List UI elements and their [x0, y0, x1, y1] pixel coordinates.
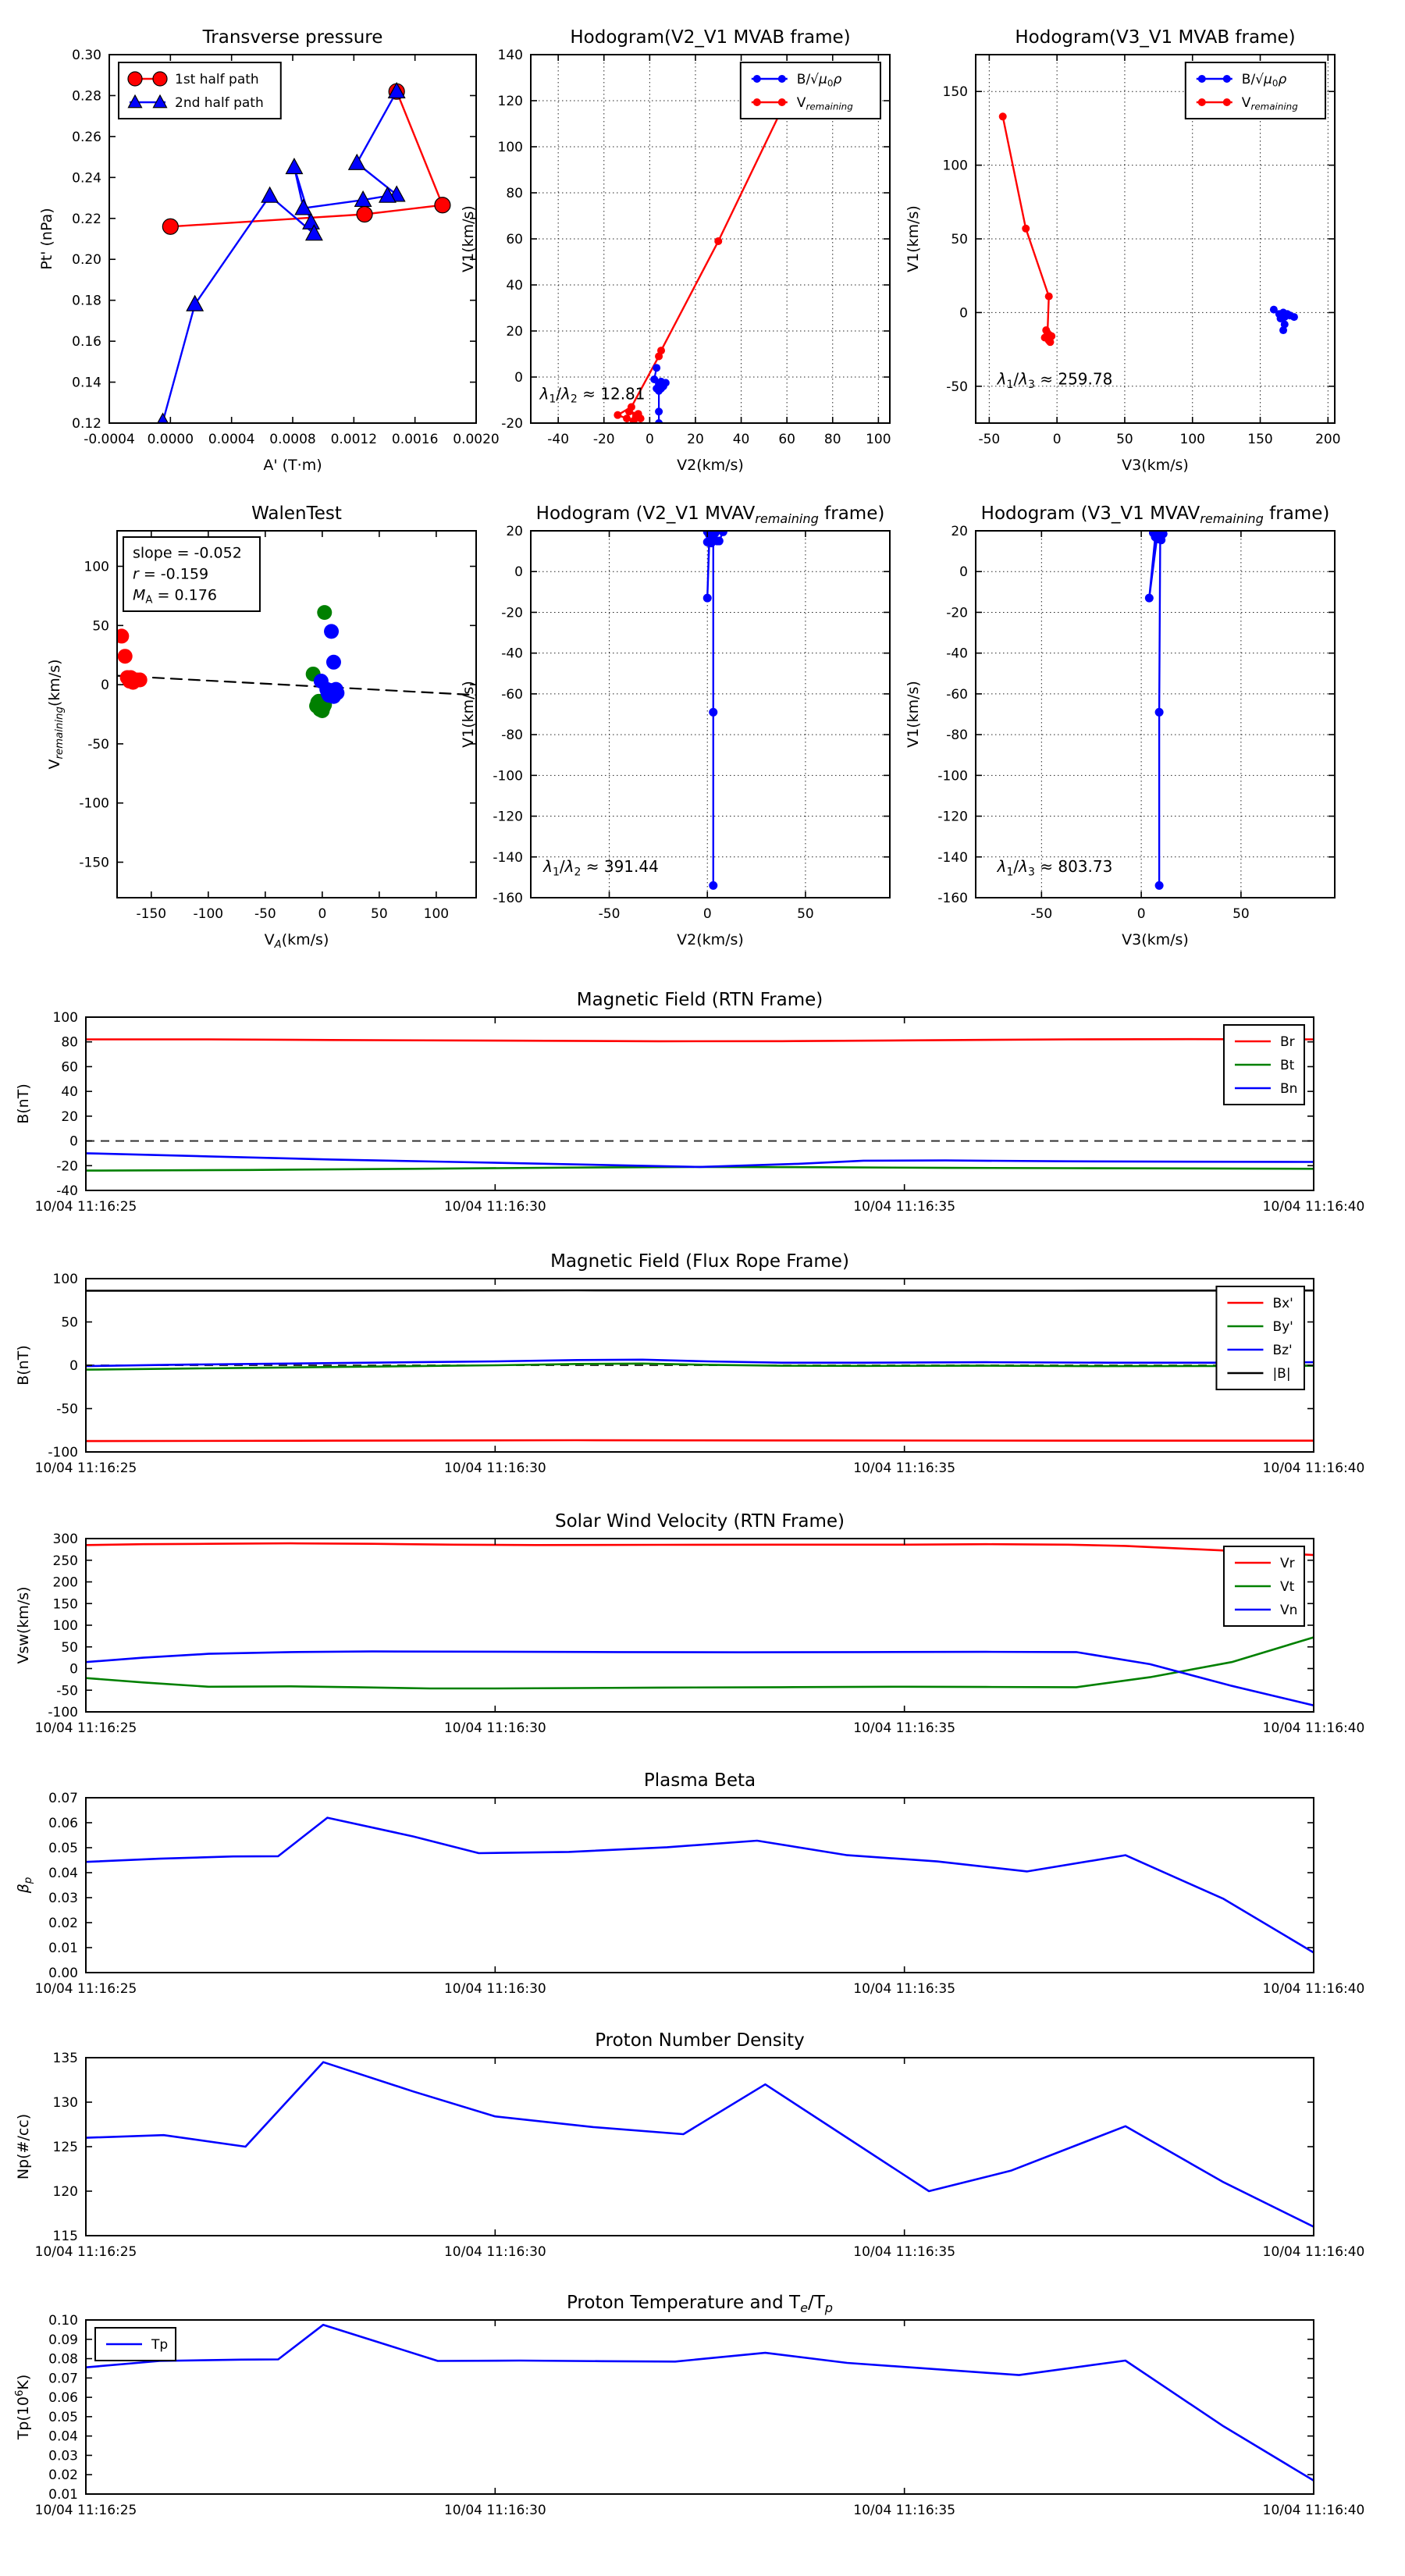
svg-text:100: 100	[52, 1272, 78, 1287]
svg-text:Transverse pressure: Transverse pressure	[202, 27, 383, 48]
svg-text:100: 100	[52, 1618, 78, 1634]
svg-text:125: 125	[52, 2140, 78, 2155]
svg-text:-40: -40	[946, 646, 968, 662]
svg-text:βp: $\beta_p$	[15, 1877, 35, 1894]
svg-text:-50: -50	[598, 906, 621, 922]
svg-text:0.02: 0.02	[48, 2467, 78, 2484]
svg-text:10/04 11:16:25: 10/04 11:16:25	[34, 1461, 137, 1476]
svg-text:Vr: Vr	[1279, 1556, 1295, 1571]
svg-text:100: 100	[423, 906, 450, 922]
svg-text:140: 140	[497, 48, 523, 63]
svg-text:-160: -160	[937, 891, 968, 906]
svg-text:-20: -20	[56, 1158, 78, 1175]
svg-text:0: 0	[69, 1358, 78, 1374]
svg-text:V2(km/s): V2(km/s)	[677, 931, 744, 948]
svg-text:10/04 11:16:25: 10/04 11:16:25	[34, 1199, 137, 1215]
svg-text:0.08: 0.08	[48, 2351, 78, 2368]
svg-text:Magnetic Field (Flux Rope Fram: Magnetic Field (Flux Rope Frame)	[550, 1251, 849, 1272]
svg-text:-100: -100	[493, 768, 523, 785]
svg-text:-50: -50	[1030, 906, 1053, 922]
svg-text:1st half path: 1st half path	[175, 72, 259, 87]
svg-text:V3(km/s): V3(km/s)	[1122, 931, 1189, 948]
svg-text:-140: -140	[937, 849, 968, 866]
svg-text:20: 20	[687, 432, 704, 447]
svg-text:20: 20	[506, 324, 523, 340]
svg-text:10/04 11:16:40: 10/04 11:16:40	[1262, 1199, 1365, 1215]
svg-text:50: 50	[371, 906, 388, 922]
svg-text:0: 0	[959, 564, 968, 581]
svg-text:-20: -20	[501, 605, 523, 621]
svg-text:Vsw(km/s): Vsw(km/s)	[15, 1586, 32, 1664]
svg-text:V1(km/s): V1(km/s)	[905, 205, 922, 272]
svg-text:-50: -50	[946, 379, 968, 395]
svg-text:0.02: 0.02	[48, 1916, 78, 1931]
svg-text:100: 100	[497, 140, 523, 155]
svg-text:VA(km/s): $V_A(km/s)$	[264, 931, 329, 952]
svg-text:-50: -50	[978, 432, 1001, 447]
svg-text:-20: -20	[592, 432, 615, 447]
svg-text:0.0004: 0.0004	[208, 432, 255, 447]
hodogram-v2v1-mvav-chart	[437, 484, 937, 999]
proton-temperature-chart	[0, 2269, 1405, 2574]
svg-text:10/04 11:16:25: 10/04 11:16:25	[34, 2503, 137, 2518]
svg-text:150: 150	[942, 84, 968, 101]
svg-text:10/04 11:16:40: 10/04 11:16:40	[1262, 2503, 1365, 2518]
svg-text:Vn: Vn	[1279, 1603, 1298, 1618]
svg-text:0.16: 0.16	[72, 334, 101, 350]
svg-text:20: 20	[506, 524, 523, 539]
svg-text:0.14: 0.14	[72, 375, 101, 391]
svg-text:λ1/λ3 ≈ 259.78: $\lambda_1/\lambda_3 \approx 259.78$	[997, 369, 1113, 391]
svg-text:-20: -20	[501, 416, 523, 432]
svg-text:0.20: 0.20	[72, 252, 101, 269]
svg-text:A' (T·m): A' (T·m)	[263, 457, 322, 474]
magnetic-field-fluxrope-chart	[0, 1228, 1405, 1485]
svg-text:60: 60	[778, 432, 795, 447]
svg-text:Vremaining: $V_{remaining}$	[796, 95, 853, 112]
svg-text:10/04 11:16:40: 10/04 11:16:40	[1262, 1461, 1365, 1476]
svg-text:10/04 11:16:25: 10/04 11:16:25	[34, 1720, 137, 1736]
svg-text:120: 120	[52, 2184, 78, 2200]
svg-text:Tp(106K): $Tp(10^6K)$	[13, 2374, 32, 2440]
svg-text:0.04: 0.04	[48, 1866, 78, 1881]
svg-text:150: 150	[52, 1596, 78, 1613]
svg-text:Pt' (nPa): Pt' (nPa)	[38, 208, 55, 270]
svg-text:Hodogram (V3_V1 MVAVremaining: Hodogram (V3_V1 $MVAV_{remaining}$ frame)	[980, 503, 1330, 527]
svg-text:Tp: Tp	[151, 2337, 169, 2353]
svg-text:0.24: 0.24	[72, 170, 101, 187]
svg-text:0.09: 0.09	[48, 2332, 78, 2348]
proton-density-chart	[0, 2007, 1405, 2269]
svg-text:0.0008: 0.0008	[269, 432, 316, 447]
svg-text:WalenTest: WalenTest	[251, 503, 342, 524]
svg-text:V1(km/s): V1(km/s)	[460, 205, 477, 272]
svg-text:120: 120	[497, 94, 523, 109]
svg-text:-160: -160	[493, 891, 523, 906]
svg-text:40: 40	[732, 432, 750, 447]
svg-text:100: 100	[52, 1010, 78, 1026]
svg-text:10/04 11:16:35: 10/04 11:16:35	[853, 1720, 956, 1736]
svg-text:r = -0.159: r = -0.159	[133, 565, 209, 583]
svg-text:slope = -0.052: slope = -0.052	[133, 544, 242, 562]
svg-text:-50: -50	[87, 736, 109, 753]
svg-text:135: 135	[52, 2051, 78, 2066]
svg-text:Bx': Bx'	[1272, 1296, 1293, 1311]
svg-text:B/√μ0ρ: $B/√\mu_0\rho$	[796, 72, 842, 89]
svg-text:150: 150	[1247, 432, 1273, 447]
svg-text:0.0020: 0.0020	[453, 432, 500, 447]
svg-text:Bn: Bn	[1279, 1081, 1298, 1097]
svg-text:Solar Wind Velocity (RTN Frame: Solar Wind Velocity (RTN Frame)	[554, 1511, 845, 1532]
svg-text:Vremaining(km/s): $V_{remaining}(km/s)$	[46, 659, 66, 770]
svg-text:10/04 11:16:35: 10/04 11:16:35	[853, 1199, 956, 1215]
svg-text:50: 50	[92, 618, 109, 635]
svg-text:0.28: 0.28	[72, 88, 101, 105]
svg-text:V3(km/s): V3(km/s)	[1122, 457, 1189, 474]
svg-text:0.18: 0.18	[72, 293, 101, 309]
svg-text:Bt: Bt	[1279, 1058, 1295, 1073]
svg-text:0: 0	[959, 305, 968, 322]
svg-text:0.05: 0.05	[48, 1841, 78, 1856]
svg-text:Bz': Bz'	[1272, 1343, 1293, 1358]
svg-text:10/04 11:16:30: 10/04 11:16:30	[443, 1981, 546, 1997]
svg-text:10/04 11:16:30: 10/04 11:16:30	[443, 1720, 546, 1736]
svg-text:V1(km/s): V1(km/s)	[905, 681, 922, 748]
svg-text:-60: -60	[501, 686, 523, 703]
svg-text:-100: -100	[193, 906, 224, 922]
svg-text:-50: -50	[56, 1683, 78, 1699]
svg-text:-140: -140	[493, 849, 523, 866]
svg-text:2nd half path: 2nd half path	[175, 95, 264, 111]
svg-text:0: 0	[318, 906, 327, 922]
svg-text:0.05: 0.05	[48, 2409, 78, 2425]
svg-text:300: 300	[52, 1532, 78, 1547]
svg-text:10/04 11:16:25: 10/04 11:16:25	[34, 1981, 137, 1997]
svg-text:10/04 11:16:30: 10/04 11:16:30	[443, 2244, 546, 2260]
svg-text:0.01: 0.01	[48, 1941, 78, 1956]
svg-text:0.22: 0.22	[72, 211, 101, 227]
svg-text:10/04 11:16:35: 10/04 11:16:35	[853, 2244, 956, 2260]
svg-text:0: 0	[1136, 906, 1146, 922]
svg-text:0: 0	[1052, 432, 1062, 447]
svg-text:0.03: 0.03	[48, 2448, 78, 2464]
svg-text:Hodogram (V2_V1 MVAVremaining: Hodogram (V2_V1 $MVAV_{remaining}$ frame)	[535, 503, 885, 527]
svg-text:60: 60	[506, 232, 523, 247]
svg-text:0: 0	[101, 678, 109, 694]
svg-text:10/04 11:16:35: 10/04 11:16:35	[853, 1461, 956, 1476]
svg-text:50: 50	[1116, 432, 1133, 447]
svg-text:115: 115	[52, 2229, 78, 2244]
svg-text:0.07: 0.07	[48, 1791, 78, 1806]
svg-text:250: 250	[52, 1553, 78, 1569]
svg-text:0.0016: 0.0016	[391, 432, 439, 447]
svg-text:-150: -150	[79, 855, 109, 871]
svg-text:λ1/λ2 ≈ 12.81: $\lambda_1/\lambda_2 \approx 12.81$	[539, 384, 646, 406]
svg-text:100: 100	[866, 432, 891, 447]
svg-text:-80: -80	[946, 728, 968, 744]
svg-text:10/04 11:16:40: 10/04 11:16:40	[1262, 1720, 1365, 1736]
svg-text:130: 130	[52, 2095, 78, 2111]
svg-text:Br: Br	[1279, 1034, 1295, 1050]
svg-text:100: 100	[942, 158, 968, 174]
svg-text:0.03: 0.03	[48, 1891, 78, 1906]
svg-text:0.06: 0.06	[48, 1816, 78, 1831]
svg-text:40: 40	[506, 278, 523, 294]
svg-text:40: 40	[61, 1084, 78, 1101]
svg-text:0.10: 0.10	[48, 2313, 78, 2329]
svg-text:-100: -100	[48, 1445, 78, 1461]
svg-text:10/04 11:16:30: 10/04 11:16:30	[443, 1461, 546, 1476]
svg-text:-80: -80	[501, 728, 523, 744]
svg-text:-100: -100	[937, 768, 968, 785]
hodogram-v2v1-mvab-chart	[437, 8, 937, 515]
svg-text:λ1/λ3 ≈ 803.73: $\lambda_1/\lambda_3 \approx 803.73$	[997, 857, 1113, 879]
svg-text:50: 50	[61, 1639, 78, 1656]
svg-text:-40: -40	[547, 432, 570, 447]
svg-text:0: 0	[514, 370, 523, 386]
svg-text:0.04: 0.04	[48, 2428, 78, 2445]
svg-text:-120: -120	[937, 809, 968, 825]
svg-text:Hodogram(V3_V1 MVAB frame): Hodogram(V3_V1 MVAB frame)	[1015, 27, 1296, 48]
svg-text:MA = 0.176: $M_A = 0.176$	[133, 586, 217, 607]
svg-text:-50: -50	[254, 906, 276, 922]
svg-text:0.26: 0.26	[72, 129, 101, 145]
svg-text:-100: -100	[79, 795, 109, 812]
svg-text:0: 0	[702, 906, 712, 922]
svg-text:-40: -40	[56, 1183, 78, 1199]
svg-text:Magnetic Field (RTN Frame): Magnetic Field (RTN Frame)	[576, 990, 823, 1010]
svg-text:Hodogram(V2_V1 MVAB frame): Hodogram(V2_V1 MVAB frame)	[570, 27, 851, 48]
svg-text:0.0012: 0.0012	[330, 432, 378, 447]
svg-text:80: 80	[823, 432, 841, 447]
svg-text:50: 50	[61, 1315, 78, 1331]
svg-text:0.0000: 0.0000	[147, 432, 194, 447]
svg-text:10/04 11:16:25: 10/04 11:16:25	[34, 2244, 137, 2260]
svg-text:V1(km/s): V1(km/s)	[460, 681, 477, 748]
svg-text:Proton Temperature and Te/Tp: Proton Temperature and $T_e/T_p$	[566, 2293, 834, 2316]
svg-text:B/√μ0ρ: $B/√\mu_0\rho$	[1241, 72, 1287, 89]
magnetic-field-rtn-chart	[0, 968, 1405, 1226]
hodogram-v3v1-mvav-chart	[882, 484, 1382, 999]
svg-text:Vt: Vt	[1279, 1579, 1295, 1595]
svg-text:-0.0004: -0.0004	[84, 432, 135, 447]
svg-text:200: 200	[52, 1574, 78, 1591]
svg-text:10/04 11:16:35: 10/04 11:16:35	[853, 2503, 956, 2518]
svg-text:80: 80	[61, 1034, 78, 1051]
svg-text:0.30: 0.30	[72, 48, 101, 63]
svg-text:Proton Number Density: Proton Number Density	[595, 2030, 805, 2051]
svg-text:10/04 11:16:40: 10/04 11:16:40	[1262, 2244, 1365, 2260]
svg-text:0.12: 0.12	[72, 416, 101, 432]
svg-text:50: 50	[951, 232, 968, 247]
hodogram-v3v1-mvab-chart	[882, 8, 1382, 515]
svg-text:-120: -120	[493, 809, 523, 825]
svg-text:-20: -20	[946, 605, 968, 621]
svg-text:-50: -50	[56, 1401, 78, 1418]
svg-text:0: 0	[69, 1661, 78, 1678]
svg-text:Plasma Beta: Plasma Beta	[643, 1770, 756, 1791]
svg-text:0.07: 0.07	[48, 2371, 78, 2387]
svg-text:20: 20	[951, 524, 968, 539]
svg-text:100: 100	[1179, 432, 1205, 447]
svg-text:B(nT): B(nT)	[15, 1345, 32, 1386]
svg-text:Np(#/cc): Np(#/cc)	[15, 2113, 32, 2180]
svg-text:10/04 11:16:40: 10/04 11:16:40	[1262, 1981, 1365, 1997]
svg-text:-60: -60	[946, 686, 968, 703]
svg-text:V2(km/s): V2(km/s)	[677, 457, 744, 474]
svg-text:0: 0	[69, 1133, 78, 1150]
svg-text:80: 80	[506, 186, 523, 201]
svg-text:20: 20	[61, 1108, 78, 1125]
svg-text:100: 100	[84, 559, 109, 575]
svg-text:-150: -150	[136, 906, 167, 922]
svg-text:200: 200	[1315, 432, 1341, 447]
svg-text:|B|: |B|	[1272, 1366, 1291, 1382]
svg-text:-40: -40	[501, 646, 523, 662]
svg-text:50: 50	[1232, 906, 1250, 922]
svg-text:B(nT): B(nT)	[15, 1083, 32, 1124]
svg-text:60: 60	[61, 1059, 78, 1076]
svg-text:50: 50	[797, 906, 814, 922]
svg-text:0.00: 0.00	[48, 1966, 78, 1981]
svg-text:10/04 11:16:30: 10/04 11:16:30	[443, 2503, 546, 2518]
svg-text:λ1/λ2 ≈ 391.44: $\lambda_1/\lambda_2 \approx 391.44$	[543, 857, 659, 879]
svg-text:0: 0	[514, 564, 523, 581]
plasma-beta-chart	[0, 1747, 1405, 2006]
svg-text:By': By'	[1272, 1319, 1293, 1335]
svg-text:Vremaining: $V_{remaining}$	[1241, 95, 1298, 112]
svg-text:10/04 11:16:30: 10/04 11:16:30	[443, 1199, 546, 1215]
svg-text:0.01: 0.01	[48, 2487, 78, 2503]
svg-text:-100: -100	[48, 1705, 78, 1720]
svg-text:10/04 11:16:35: 10/04 11:16:35	[853, 1981, 956, 1997]
solar-wind-velocity-chart	[0, 1488, 1405, 1745]
svg-text:0: 0	[645, 432, 654, 447]
svg-text:0.06: 0.06	[48, 2390, 78, 2407]
